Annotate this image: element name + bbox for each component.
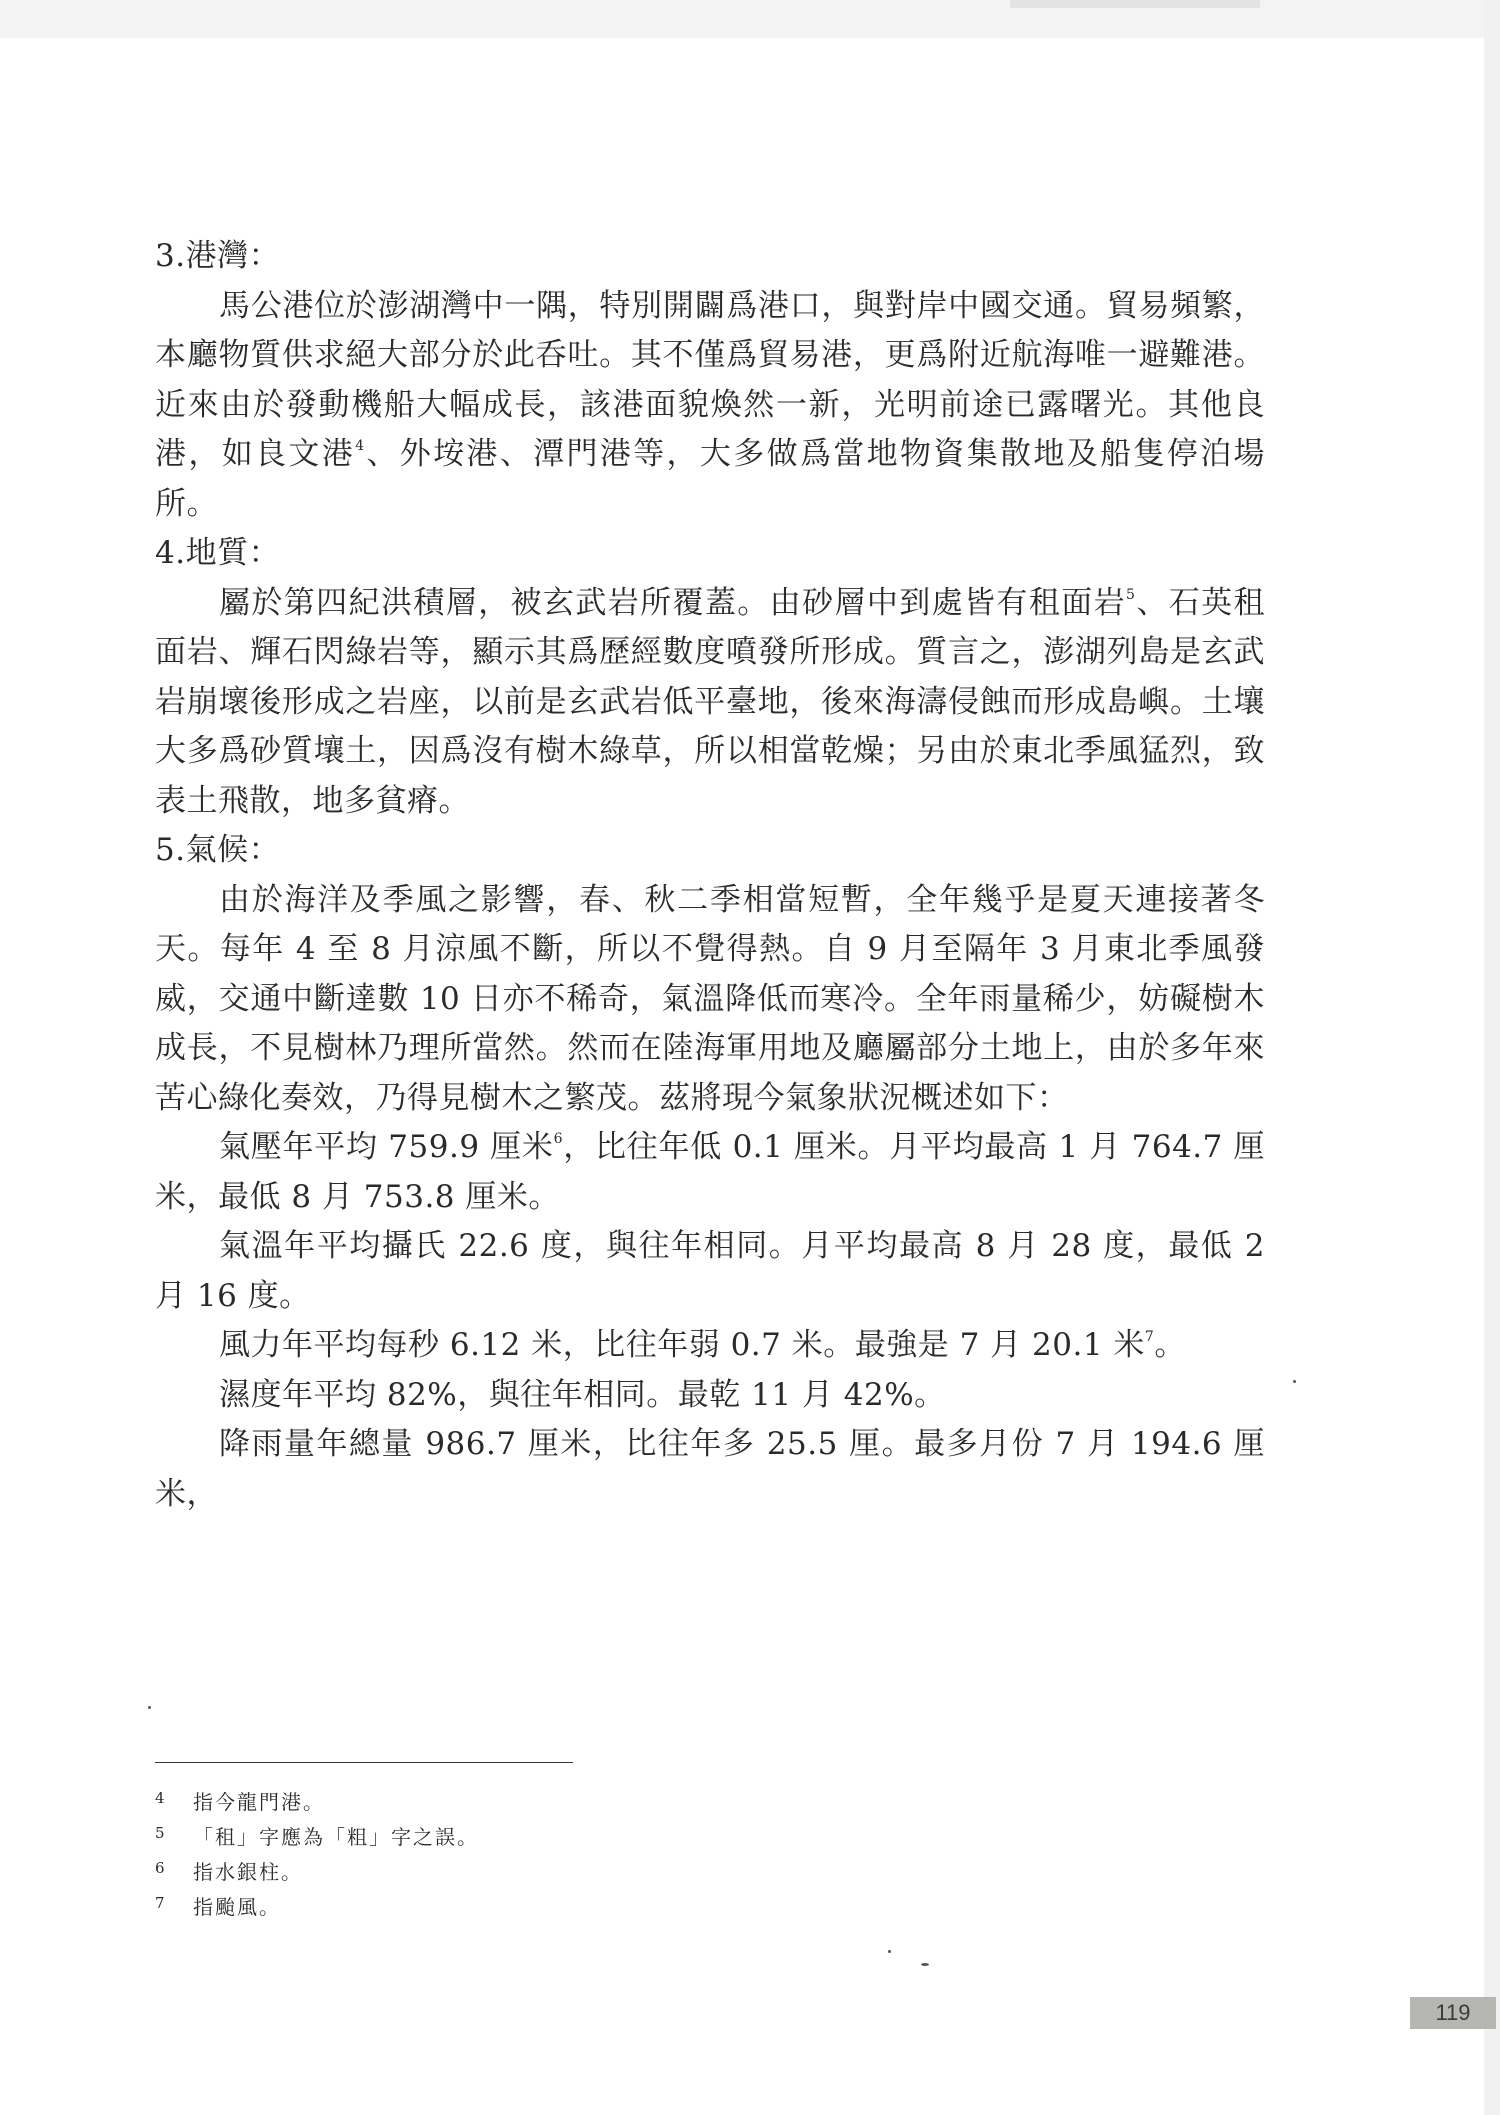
footnotes [155, 1783, 479, 1923]
body-text [155, 232, 1265, 1519]
section-heading-harbor: 3.港灣： [155, 238, 281, 274]
footnote-ref-7[interactable]: 7 [1144, 1329, 1155, 1345]
paragraph-rainfall: 降雨量年總量 986.7 厘米，比往年多 25.5 厘。最多月份 7 月 194.6 厘米， [155, 1426, 1265, 1512]
footnote-ref-6[interactable]: 6 [553, 1131, 564, 1147]
footnote-ref-4[interactable]: 4 [355, 438, 365, 454]
footnote-6: 6 指水銀柱。 [155, 1859, 303, 1884]
section-heading-climate: 5.氣候： [155, 832, 281, 868]
footnote-7: 7 指颱風。 [155, 1894, 281, 1919]
page-top-margin [0, 0, 1500, 38]
paragraph-climate-overview: 由於海洋及季風之影響，春、秋二季相當短暫，全年幾乎是夏天連接著冬天。每年 4 至 8 月涼風不斷，所以不覺得熱。自 9 月至隔年 3 月東北季風發威，交通中斷達數 10 日亦不稀奇，氣溫降低而寒冷。全年雨量稀少，妨礙樹木成長，不見樹林乃理所當然。然而在陸海軍用地及廳屬部分土地上，由於多年來苦心綠化奏效，乃得見樹木之繁茂。茲將現今氣象狀況概述如下： [155, 881, 1265, 1116]
section-heading-geology: 4.地質： [155, 535, 281, 571]
paragraph-wind: 風力年平均每秒 6.12 米，比往年弱 0.7 米。最強是 7 月 20.1 米$^7$。 [219, 1327, 1186, 1363]
scan-speck [148, 1706, 151, 1709]
scan-speck [921, 1963, 929, 1966]
page-number: 119 [1410, 1997, 1496, 2029]
scan-speck [1293, 1380, 1296, 1383]
paragraph-geology: 屬於第四紀洪積層，被玄武岩所覆蓋。由砂層中到處皆有租面岩$^5$、石英租面岩、輝石閃綠岩等，顯示其爲歷經數度噴發所形成。質言之，澎湖列島是玄武岩崩壞後形成之岩座，以前是玄武岩低平臺地，後來海濤侵蝕而形成島嶼。土壤大多爲砂質壤土，因爲沒有樹木綠草，所以相當乾燥；另由於東北季風猛烈，致表土飛散，地多貧瘠。 [155, 584, 1266, 819]
paragraph-temperature: 氣溫年平均攝氏 22.6 度，與往年相同。月平均最高 8 月 28 度，最低 2 月 16 度。 [155, 1228, 1265, 1314]
footnote-5: 5 「租」字應為「粗」字之誤。 [155, 1824, 479, 1849]
paragraph-air-pressure: 氣壓年平均 759.9 厘米$^6$，比往年低 0.1 厘米。月平均最高 1 月 764.7 厘米，最低 8 月 753.8 厘米。 [155, 1129, 1265, 1215]
footnote-4: 4 指今龍門港。 [155, 1789, 325, 1814]
paragraph-humidity: 濕度年平均 82%，與往年相同。最乾 11 月 42%。 [219, 1376, 946, 1413]
paragraph-harbor: 馬公港位於澎湖灣中一隅，特別開闢爲港口，與對岸中國交通。貿易頻繁，本廳物質供求絕大部分於此呑吐。其不僅爲貿易港，更爲附近航海唯一避難港。近來由於發動機船大幅成長，該港面貌煥然一新，光明前途已露曙光。其他良港，如良文港$^4$、外垵港、潭門港等，大多做爲當地物資集散地及船隻停泊場所。 [155, 287, 1266, 522]
footnote-ref-5[interactable]: 5 [1126, 586, 1136, 603]
footnote-divider [155, 1762, 573, 1763]
scan-speck [888, 1950, 891, 1953]
scan-smudge [1010, 0, 1260, 8]
